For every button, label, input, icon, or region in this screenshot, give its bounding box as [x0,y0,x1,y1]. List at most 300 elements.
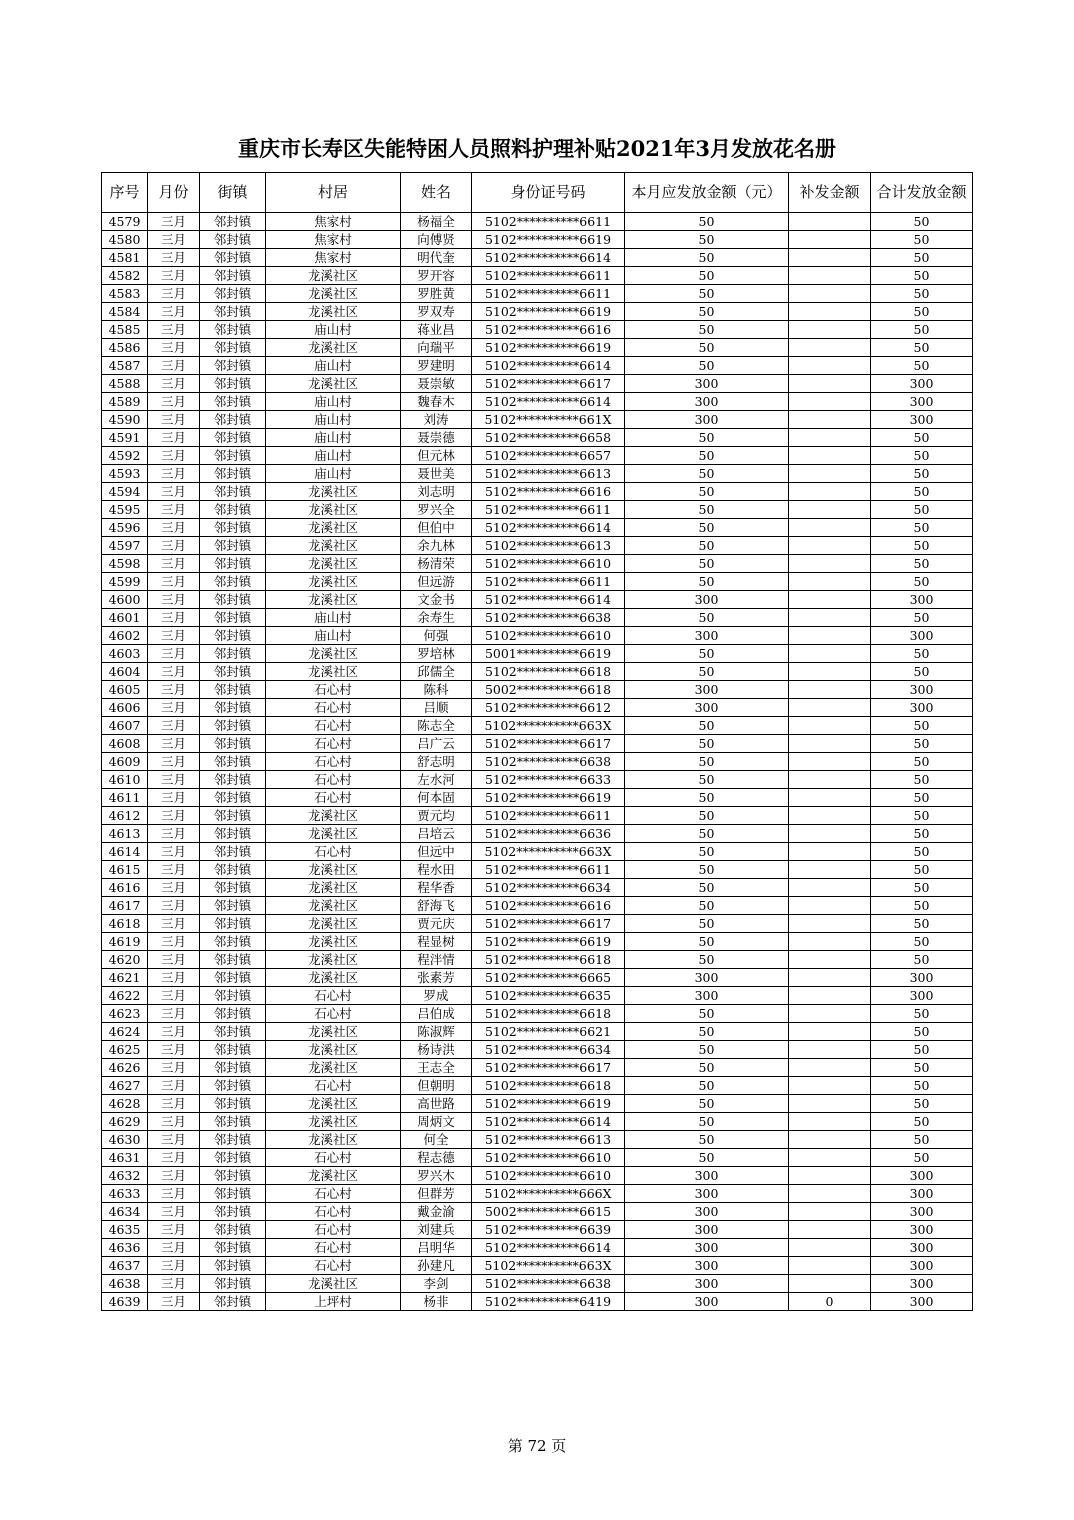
town-cell: 邻封镇 [200,735,266,753]
id-number-cell: 5102**********663X [472,843,625,861]
name-cell: 罗双寿 [401,303,472,321]
back-pay-cell [789,1095,871,1113]
name-cell: 王志全 [401,1059,472,1077]
total-amount-cell: 300 [871,1257,973,1275]
table-row [102,1077,973,1095]
total-amount-cell: 50 [871,465,973,483]
village-cell: 龙溪社区 [266,375,401,393]
table-row [102,933,973,951]
back-pay-cell [789,1221,871,1239]
total-amount-cell: 50 [871,357,973,375]
back-pay-cell [789,429,871,447]
index-cell: 4582 [102,267,148,285]
back-pay-cell: 0 [789,1293,871,1311]
name-cell: 吕顺 [401,699,472,717]
town-cell: 邻封镇 [200,1185,266,1203]
total-amount-cell: 300 [871,1293,973,1311]
town-cell: 邻封镇 [200,357,266,375]
monthly-amount-cell: 300 [625,1185,789,1203]
village-cell: 龙溪社区 [266,915,401,933]
index-cell: 4638 [102,1275,148,1293]
monthly-amount-cell: 50 [625,915,789,933]
month-cell: 三月 [148,1059,200,1077]
town-cell: 邻封镇 [200,555,266,573]
village-cell: 龙溪社区 [266,933,401,951]
village-cell: 龙溪社区 [266,897,401,915]
table-row [102,249,973,267]
village-cell: 石心村 [266,1005,401,1023]
index-cell: 4633 [102,1185,148,1203]
total-amount-cell: 50 [871,825,973,843]
name-cell: 刘志明 [401,483,472,501]
town-cell: 邻封镇 [200,537,266,555]
monthly-amount-cell: 50 [625,447,789,465]
total-amount-cell: 50 [871,1077,973,1095]
total-amount-cell: 300 [871,591,973,609]
village-cell: 龙溪社区 [266,1131,401,1149]
name-cell: 左水河 [401,771,472,789]
month-cell: 三月 [148,1041,200,1059]
month-cell: 三月 [148,1167,200,1185]
total-amount-cell: 50 [871,861,973,879]
id-number-cell: 5102**********6639 [472,1221,625,1239]
month-cell: 三月 [148,735,200,753]
table-header-row [102,173,973,213]
name-cell: 但朝明 [401,1077,472,1095]
village-cell: 龙溪社区 [266,1275,401,1293]
town-cell: 邻封镇 [200,483,266,501]
town-cell: 邻封镇 [200,987,266,1005]
village-cell: 龙溪社区 [266,267,401,285]
village-cell: 石心村 [266,1077,401,1095]
month-cell: 三月 [148,1023,200,1041]
village-cell: 龙溪社区 [266,1167,401,1185]
monthly-amount-cell: 50 [625,249,789,267]
name-cell: 程水田 [401,861,472,879]
town-cell: 邻封镇 [200,717,266,735]
name-cell: 周炳文 [401,1113,472,1131]
id-number-cell: 5102**********6611 [472,213,625,231]
name-cell: 陈志全 [401,717,472,735]
total-amount-cell: 50 [871,645,973,663]
total-amount-cell: 300 [871,1203,973,1221]
village-cell: 龙溪社区 [266,1095,401,1113]
id-number-cell: 5102**********6616 [472,483,625,501]
id-number-cell: 5102**********6619 [472,933,625,951]
total-amount-cell: 50 [871,897,973,915]
name-cell: 刘涛 [401,411,472,429]
monthly-amount-cell: 50 [625,1095,789,1113]
index-cell: 4614 [102,843,148,861]
total-amount-cell: 300 [871,411,973,429]
id-number-cell: 5102**********6614 [472,519,625,537]
back-pay-cell [789,1041,871,1059]
monthly-amount-cell: 50 [625,1023,789,1041]
month-cell: 三月 [148,375,200,393]
village-cell: 庙山村 [266,627,401,645]
month-cell: 三月 [148,1095,200,1113]
village-cell: 石心村 [266,1185,401,1203]
id-number-cell: 5102**********6614 [472,357,625,375]
total-amount-cell: 50 [871,1041,973,1059]
column-header-town: 街镇 [200,173,266,213]
town-cell: 邻封镇 [200,1239,266,1257]
monthly-amount-cell: 50 [625,231,789,249]
total-amount-cell: 50 [871,519,973,537]
table-row [102,1293,973,1311]
month-cell: 三月 [148,645,200,663]
id-number-cell: 5102**********6612 [472,699,625,717]
town-cell: 邻封镇 [200,393,266,411]
index-cell: 4618 [102,915,148,933]
name-cell: 何强 [401,627,472,645]
id-number-cell: 5102**********6621 [472,1023,625,1041]
id-number-cell: 5102**********6611 [472,501,625,519]
name-cell: 陈淑辉 [401,1023,472,1041]
index-cell: 4611 [102,789,148,807]
town-cell: 邻封镇 [200,519,266,537]
index-cell: 4637 [102,1257,148,1275]
index-cell: 4635 [102,1221,148,1239]
id-number-cell: 5102**********6618 [472,663,625,681]
total-amount-cell: 50 [871,807,973,825]
table-row [102,771,973,789]
index-cell: 4604 [102,663,148,681]
back-pay-cell [789,519,871,537]
name-cell: 贾元均 [401,807,472,825]
monthly-amount-cell: 50 [625,483,789,501]
name-cell: 余寿生 [401,609,472,627]
village-cell: 龙溪社区 [266,663,401,681]
name-cell: 程志德 [401,1149,472,1167]
month-cell: 三月 [148,951,200,969]
roster-table [101,172,973,1311]
month-cell: 三月 [148,627,200,645]
town-cell: 邻封镇 [200,897,266,915]
table-row [102,393,973,411]
monthly-amount-cell: 50 [625,1059,789,1077]
month-cell: 三月 [148,825,200,843]
town-cell: 邻封镇 [200,249,266,267]
village-cell: 龙溪社区 [266,879,401,897]
village-cell: 石心村 [266,681,401,699]
town-cell: 邻封镇 [200,411,266,429]
month-cell: 三月 [148,915,200,933]
monthly-amount-cell: 300 [625,681,789,699]
id-number-cell: 5102**********6618 [472,1077,625,1095]
index-cell: 4616 [102,879,148,897]
village-cell: 石心村 [266,843,401,861]
table-row [102,645,973,663]
name-cell: 但远中 [401,843,472,861]
total-amount-cell: 50 [871,285,973,303]
total-amount-cell: 50 [871,231,973,249]
village-cell: 龙溪社区 [266,645,401,663]
month-cell: 三月 [148,1005,200,1023]
monthly-amount-cell: 50 [625,807,789,825]
village-cell: 庙山村 [266,465,401,483]
index-cell: 4598 [102,555,148,573]
id-number-cell: 5102**********6638 [472,1275,625,1293]
town-cell: 邻封镇 [200,429,266,447]
total-amount-cell: 50 [871,1059,973,1077]
index-cell: 4580 [102,231,148,249]
back-pay-cell [789,285,871,303]
monthly-amount-cell: 300 [625,1221,789,1239]
month-cell: 三月 [148,429,200,447]
table-row [102,465,973,483]
id-number-cell: 5102**********6636 [472,825,625,843]
name-cell: 蒋业昌 [401,321,472,339]
back-pay-cell [789,897,871,915]
month-cell: 三月 [148,267,200,285]
village-cell: 龙溪社区 [266,1113,401,1131]
index-cell: 4594 [102,483,148,501]
back-pay-cell [789,501,871,519]
name-cell: 戴金渝 [401,1203,472,1221]
table-row [102,1113,973,1131]
name-cell: 罗兴全 [401,501,472,519]
town-cell: 邻封镇 [200,1113,266,1131]
name-cell: 聂崇德 [401,429,472,447]
total-amount-cell: 300 [871,1185,973,1203]
id-number-cell: 5102**********663X [472,717,625,735]
village-cell: 龙溪社区 [266,807,401,825]
table-row [102,1005,973,1023]
total-amount-cell: 50 [871,753,973,771]
index-cell: 4612 [102,807,148,825]
village-cell: 石心村 [266,1203,401,1221]
table-row [102,321,973,339]
id-number-cell: 5102**********6613 [472,465,625,483]
village-cell: 龙溪社区 [266,285,401,303]
index-cell: 4627 [102,1077,148,1095]
index-cell: 4623 [102,1005,148,1023]
name-cell: 吕伯成 [401,1005,472,1023]
total-amount-cell: 50 [871,429,973,447]
table-row [102,357,973,375]
table-row [102,375,973,393]
month-cell: 三月 [148,501,200,519]
town-cell: 邻封镇 [200,1059,266,1077]
table-row [102,285,973,303]
index-cell: 4595 [102,501,148,519]
index-cell: 4619 [102,933,148,951]
table-row [102,807,973,825]
village-cell: 庙山村 [266,411,401,429]
month-cell: 三月 [148,879,200,897]
total-amount-cell: 50 [871,321,973,339]
name-cell: 刘建兵 [401,1221,472,1239]
monthly-amount-cell: 50 [625,285,789,303]
village-cell: 焦家村 [266,231,401,249]
name-cell: 杨清荣 [401,555,472,573]
name-cell: 贾元庆 [401,915,472,933]
id-number-cell: 5102**********6617 [472,375,625,393]
monthly-amount-cell: 50 [625,537,789,555]
index-cell: 4626 [102,1059,148,1077]
table-row [102,1185,973,1203]
index-cell: 4630 [102,1131,148,1149]
month-cell: 三月 [148,1077,200,1095]
total-amount-cell: 300 [871,1167,973,1185]
village-cell: 石心村 [266,771,401,789]
total-amount-cell: 50 [871,609,973,627]
town-cell: 邻封镇 [200,1077,266,1095]
total-amount-cell: 50 [871,735,973,753]
back-pay-cell [789,537,871,555]
month-cell: 三月 [148,897,200,915]
total-amount-cell: 50 [871,1149,973,1167]
back-pay-cell [789,879,871,897]
id-number-cell: 5102**********6419 [472,1293,625,1311]
table-row [102,897,973,915]
table-row [102,1095,973,1113]
month-cell: 三月 [148,861,200,879]
name-cell: 何全 [401,1131,472,1149]
table-row [102,987,973,1005]
total-amount-cell: 300 [871,627,973,645]
back-pay-cell [789,753,871,771]
back-pay-cell [789,249,871,267]
back-pay-cell [789,1239,871,1257]
month-cell: 三月 [148,663,200,681]
id-number-cell: 5102**********6614 [472,1113,625,1131]
town-cell: 邻封镇 [200,843,266,861]
total-amount-cell: 50 [871,717,973,735]
town-cell: 邻封镇 [200,789,266,807]
table-row [102,1167,973,1185]
village-cell: 焦家村 [266,249,401,267]
total-amount-cell: 50 [871,501,973,519]
column-header-monthly-amount: 本月应发放金额（元） [625,173,789,213]
id-number-cell: 5102**********6617 [472,1059,625,1077]
town-cell: 邻封镇 [200,339,266,357]
index-cell: 4591 [102,429,148,447]
town-cell: 邻封镇 [200,609,266,627]
id-number-cell: 5102**********6614 [472,249,625,267]
index-cell: 4634 [102,1203,148,1221]
monthly-amount-cell: 50 [625,213,789,231]
id-number-cell: 5102**********6619 [472,789,625,807]
village-cell: 庙山村 [266,609,401,627]
table-row [102,411,973,429]
town-cell: 邻封镇 [200,501,266,519]
table-row [102,663,973,681]
back-pay-cell [789,321,871,339]
total-amount-cell: 50 [871,663,973,681]
back-pay-cell [789,231,871,249]
id-number-cell: 5102**********6619 [472,231,625,249]
monthly-amount-cell: 50 [625,789,789,807]
name-cell: 明代奎 [401,249,472,267]
back-pay-cell [789,735,871,753]
name-cell: 魏春木 [401,393,472,411]
table-row [102,915,973,933]
monthly-amount-cell: 50 [625,357,789,375]
monthly-amount-cell: 50 [625,861,789,879]
back-pay-cell [789,771,871,789]
town-cell: 邻封镇 [200,1167,266,1185]
id-number-cell: 5002**********6615 [472,1203,625,1221]
index-cell: 4629 [102,1113,148,1131]
monthly-amount-cell: 50 [625,519,789,537]
monthly-amount-cell: 50 [625,1149,789,1167]
town-cell: 邻封镇 [200,573,266,591]
index-cell: 4600 [102,591,148,609]
table-row [102,339,973,357]
village-cell: 龙溪社区 [266,969,401,987]
id-number-cell: 5002**********6618 [472,681,625,699]
month-cell: 三月 [148,591,200,609]
total-amount-cell: 50 [871,447,973,465]
town-cell: 邻封镇 [200,969,266,987]
town-cell: 邻封镇 [200,807,266,825]
monthly-amount-cell: 50 [625,339,789,357]
name-cell: 杨福全 [401,213,472,231]
village-cell: 庙山村 [266,357,401,375]
village-cell: 龙溪社区 [266,483,401,501]
total-amount-cell: 300 [871,987,973,1005]
village-cell: 庙山村 [266,321,401,339]
index-cell: 4602 [102,627,148,645]
village-cell: 上坪村 [266,1293,401,1311]
town-cell: 邻封镇 [200,1041,266,1059]
monthly-amount-cell: 50 [625,735,789,753]
id-number-cell: 5102**********6638 [472,753,625,771]
back-pay-cell [789,1203,871,1221]
index-cell: 4597 [102,537,148,555]
back-pay-cell [789,681,871,699]
index-cell: 4639 [102,1293,148,1311]
table-row [102,1275,973,1293]
index-cell: 4599 [102,573,148,591]
month-cell: 三月 [148,843,200,861]
monthly-amount-cell: 50 [625,573,789,591]
index-cell: 4628 [102,1095,148,1113]
index-cell: 4625 [102,1041,148,1059]
town-cell: 邻封镇 [200,663,266,681]
month-cell: 三月 [148,933,200,951]
monthly-amount-cell: 300 [625,393,789,411]
month-cell: 三月 [148,1131,200,1149]
id-number-cell: 5102**********6610 [472,1167,625,1185]
monthly-amount-cell: 50 [625,1005,789,1023]
total-amount-cell: 50 [871,555,973,573]
table-row [102,789,973,807]
id-number-cell: 5102**********6658 [472,429,625,447]
back-pay-cell [789,447,871,465]
town-cell: 邻封镇 [200,1203,266,1221]
town-cell: 邻封镇 [200,1257,266,1275]
back-pay-cell [789,1077,871,1095]
back-pay-cell [789,393,871,411]
id-number-cell: 5102**********6614 [472,591,625,609]
monthly-amount-cell: 50 [625,321,789,339]
total-amount-cell: 50 [871,1023,973,1041]
month-cell: 三月 [148,1185,200,1203]
back-pay-cell [789,1023,871,1041]
month-cell: 三月 [148,681,200,699]
index-cell: 4593 [102,465,148,483]
monthly-amount-cell: 50 [625,1113,789,1131]
id-number-cell: 5102**********6619 [472,1095,625,1113]
village-cell: 龙溪社区 [266,861,401,879]
back-pay-cell [789,1185,871,1203]
name-cell: 程华香 [401,879,472,897]
id-number-cell: 5102**********6657 [472,447,625,465]
back-pay-cell [789,573,871,591]
